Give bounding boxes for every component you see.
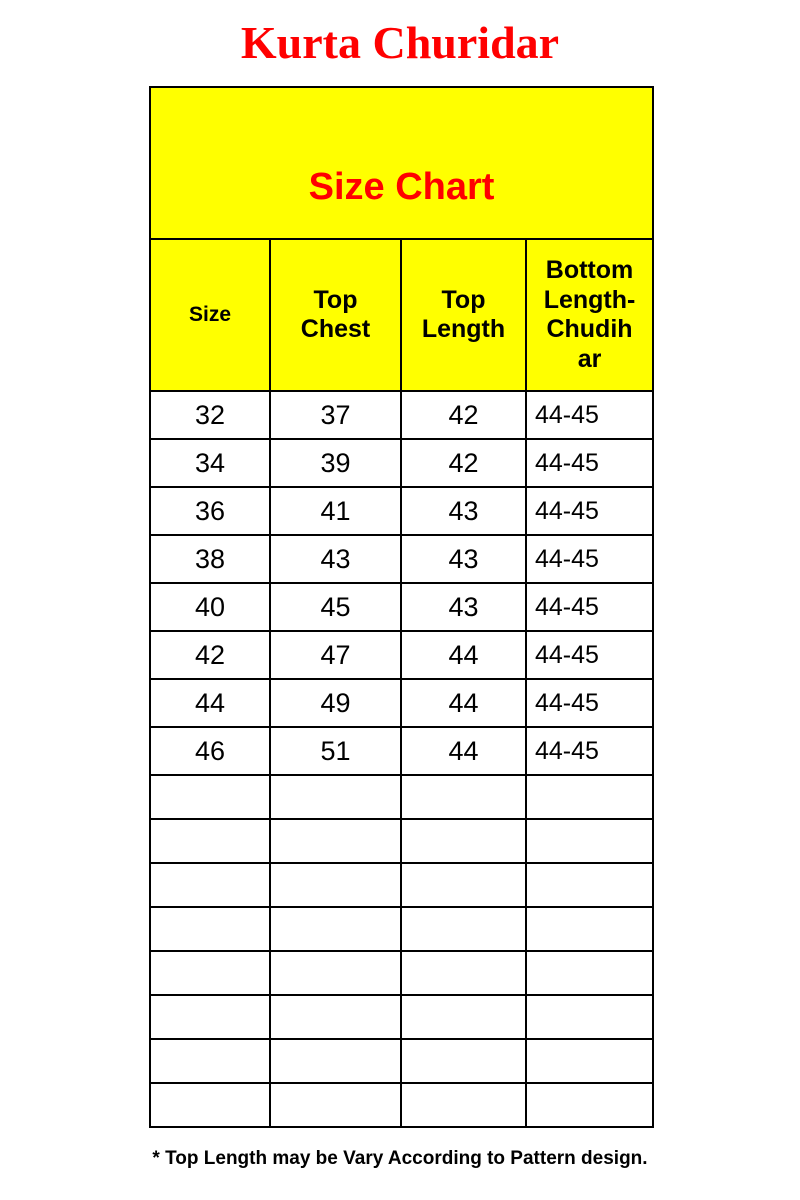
page-title: Kurta Churidar — [240, 17, 560, 68]
cell-top-length: 44 — [401, 679, 526, 727]
column-header-top-chest-line2: Chest — [300, 315, 371, 343]
table-header-row — [150, 239, 653, 391]
cell-bottom-length: 44-45 — [526, 583, 653, 631]
column-header-top-chest-line1: Top — [313, 285, 358, 314]
table-row — [150, 631, 653, 679]
cell-empty — [401, 775, 526, 819]
cell-empty — [270, 951, 401, 995]
cell-size: 32 — [150, 391, 270, 439]
cell-empty — [150, 863, 270, 907]
table-row-empty — [150, 863, 653, 907]
column-header-top-length-line1: Top — [441, 285, 486, 314]
cell-top-chest: 37 — [270, 391, 401, 439]
table-row — [150, 727, 653, 775]
cell-top-length: 42 — [401, 439, 526, 487]
cell-top-chest: 41 — [270, 487, 401, 535]
footnote: * Top Length may be Vary According to Pattern design. — [152, 1148, 648, 1169]
cell-empty — [526, 1083, 653, 1127]
cell-top-chest: 39 — [270, 439, 401, 487]
cell-size: 44 — [150, 679, 270, 727]
cell-empty — [526, 863, 653, 907]
cell-empty — [401, 819, 526, 863]
cell-empty — [526, 1039, 653, 1083]
table-row-empty — [150, 907, 653, 951]
column-header-top-length — [401, 239, 526, 391]
cell-empty — [526, 775, 653, 819]
cell-size: 36 — [150, 487, 270, 535]
cell-top-chest: 49 — [270, 679, 401, 727]
cell-empty — [150, 951, 270, 995]
cell-empty — [401, 1083, 526, 1127]
column-header-bottom-line4: ar — [577, 344, 602, 373]
cell-bottom-length: 44-45 — [526, 487, 653, 535]
column-header-bottom-line2: Length- — [543, 285, 636, 314]
cell-empty — [401, 863, 526, 907]
cell-bottom-length: 44-45 — [526, 679, 653, 727]
cell-top-length: 44 — [401, 727, 526, 775]
column-header-bottom-length — [526, 239, 653, 391]
table-row — [150, 679, 653, 727]
cell-top-length: 42 — [401, 391, 526, 439]
cell-size: 34 — [150, 439, 270, 487]
cell-size: 42 — [150, 631, 270, 679]
cell-empty — [270, 907, 401, 951]
cell-top-length: 43 — [401, 487, 526, 535]
cell-empty — [401, 995, 526, 1039]
cell-top-length: 43 — [401, 583, 526, 631]
cell-empty — [270, 995, 401, 1039]
table-row-empty — [150, 951, 653, 995]
table-row-empty — [150, 1039, 653, 1083]
cell-empty — [270, 1039, 401, 1083]
cell-empty — [401, 907, 526, 951]
table-row — [150, 391, 653, 439]
table-row — [150, 535, 653, 583]
table-row-empty — [150, 1083, 653, 1127]
cell-empty — [150, 907, 270, 951]
cell-top-chest: 43 — [270, 535, 401, 583]
cell-empty — [270, 775, 401, 819]
cell-bottom-length: 44-45 — [526, 631, 653, 679]
cell-empty — [150, 1083, 270, 1127]
cell-empty — [150, 1039, 270, 1083]
column-header-top-length-line2: Length — [421, 315, 506, 343]
size-chart-table — [149, 86, 654, 1128]
column-header-bottom-line3: Chudih — [546, 315, 633, 343]
cell-empty — [526, 995, 653, 1039]
cell-top-chest: 45 — [270, 583, 401, 631]
cell-empty — [401, 1039, 526, 1083]
cell-empty — [270, 819, 401, 863]
table-row — [150, 583, 653, 631]
table-row-empty — [150, 995, 653, 1039]
table-row — [150, 439, 653, 487]
cell-size: 40 — [150, 583, 270, 631]
table-row-empty — [150, 775, 653, 819]
cell-top-chest: 47 — [270, 631, 401, 679]
column-header-size: Size — [150, 239, 270, 391]
cell-empty — [270, 863, 401, 907]
cell-empty — [526, 907, 653, 951]
cell-empty — [150, 819, 270, 863]
cell-empty — [526, 951, 653, 995]
cell-empty — [526, 819, 653, 863]
cell-top-chest: 51 — [270, 727, 401, 775]
cell-empty — [150, 775, 270, 819]
cell-empty — [270, 1083, 401, 1127]
cell-bottom-length: 44-45 — [526, 727, 653, 775]
cell-size: 46 — [150, 727, 270, 775]
cell-bottom-length: 44-45 — [526, 391, 653, 439]
cell-top-length: 44 — [401, 631, 526, 679]
cell-empty — [401, 951, 526, 995]
size-chart-table-wrapper — [149, 86, 652, 1128]
table-row — [150, 487, 653, 535]
cell-size: 38 — [150, 535, 270, 583]
column-header-bottom-line1: Bottom — [545, 256, 634, 284]
cell-top-length: 43 — [401, 535, 526, 583]
cell-bottom-length: 44-45 — [526, 535, 653, 583]
cell-empty — [150, 995, 270, 1039]
table-row-empty — [150, 819, 653, 863]
banner-cell — [150, 87, 653, 239]
banner-title: Size Chart — [308, 165, 495, 208]
banner-row — [150, 87, 653, 239]
cell-bottom-length: 44-45 — [526, 439, 653, 487]
column-header-top-chest — [270, 239, 401, 391]
